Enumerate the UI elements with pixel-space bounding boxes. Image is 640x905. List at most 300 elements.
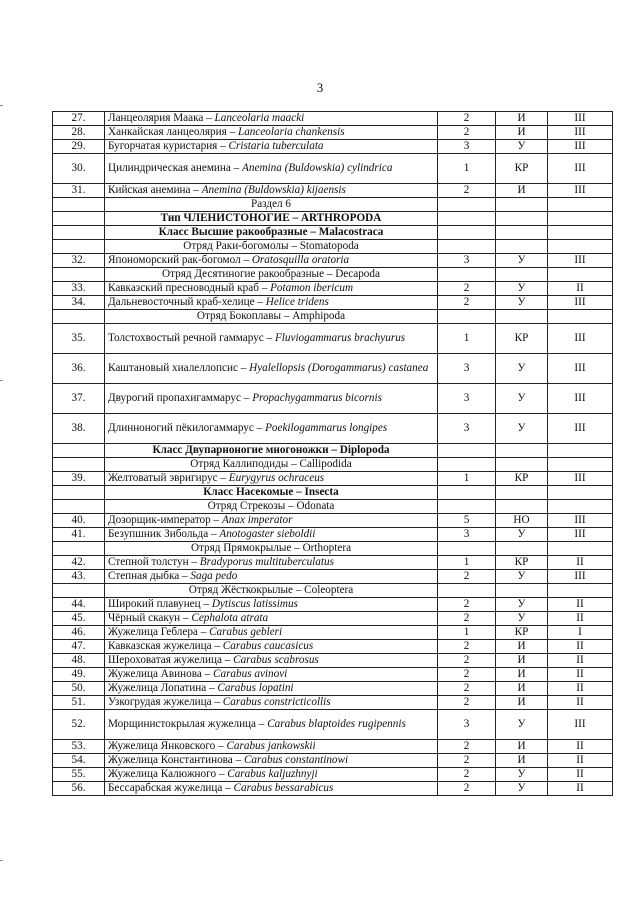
row-number: 53. <box>53 740 105 754</box>
species-name <box>105 626 438 640</box>
species-row <box>53 154 613 184</box>
species-name <box>105 782 438 796</box>
status-cell: КР <box>496 556 548 570</box>
rank-cell: III <box>548 324 613 354</box>
status-cell: И <box>496 740 548 754</box>
category-cell: 2 <box>438 612 496 626</box>
num-cell <box>53 542 105 556</box>
row-number: 33. <box>53 282 105 296</box>
species-latin-name: Oratosquilla oratoria <box>251 254 350 267</box>
empty-cell <box>438 268 496 282</box>
row-number: 41. <box>53 528 105 542</box>
species-common-name: Желтоватый эвригирус – <box>108 472 229 485</box>
species-common-name: Кавказская жужелица – <box>108 640 223 653</box>
row-number: 31. <box>53 184 105 198</box>
empty-cell <box>438 486 496 500</box>
species-latin-name: Anemina (Buldowskia) cylindrica <box>242 162 393 175</box>
species-name <box>105 354 438 384</box>
empty-cell <box>548 240 613 254</box>
species-common-name: Толстохвостый речной гаммарус – <box>108 332 275 345</box>
species-name <box>105 612 438 626</box>
category-cell: 2 <box>438 654 496 668</box>
species-row <box>53 668 613 682</box>
species-row <box>53 112 613 126</box>
species-row <box>53 528 613 542</box>
species-common-name: Двурогий пропахигаммарус – <box>108 392 253 405</box>
row-number: 47. <box>53 640 105 654</box>
species-common-name: Цилиндрическая анемина – <box>108 162 243 175</box>
status-cell: У <box>496 254 548 268</box>
species-row <box>53 354 613 384</box>
species-common-name: Дозорщик-император – <box>108 514 222 527</box>
margin-mark <box>0 380 3 381</box>
species-latin-name: Lanceolaria maacki <box>214 112 305 125</box>
rank-cell: II <box>548 696 613 710</box>
species-latin-name: Cephalota atrata <box>191 612 269 625</box>
species-name <box>105 184 438 198</box>
num-cell <box>53 458 105 472</box>
species-table-body <box>53 112 613 796</box>
species-common-name: Степная дыбка – <box>108 570 191 583</box>
status-cell: И <box>496 754 548 768</box>
species-common-name: Япономорский рак-богомол – <box>108 254 252 267</box>
section-heading-row <box>53 500 613 514</box>
species-row <box>53 140 613 154</box>
rank-cell: II <box>548 654 613 668</box>
row-number: 32. <box>53 254 105 268</box>
species-row <box>53 254 613 268</box>
empty-cell <box>496 268 548 282</box>
row-number: 28. <box>53 126 105 140</box>
section-heading: Отряд Десятиногие ракообразные – Decapoda <box>105 268 438 282</box>
species-name <box>105 696 438 710</box>
species-name <box>105 296 438 310</box>
category-cell: 3 <box>438 140 496 154</box>
species-common-name: Шероховатая жужелица – <box>108 654 234 667</box>
category-cell: 2 <box>438 184 496 198</box>
category-cell: 2 <box>438 282 496 296</box>
species-common-name: Дальневосточный краб-хелице – <box>108 296 266 309</box>
empty-cell <box>496 486 548 500</box>
species-name <box>105 570 438 584</box>
row-number: 42. <box>53 556 105 570</box>
species-common-name: Жужелица Калюжного – <box>108 768 228 781</box>
species-latin-name: Carabus lopatini <box>217 682 294 695</box>
empty-cell <box>496 500 548 514</box>
category-cell: 2 <box>438 640 496 654</box>
section-heading: Отряд Каллиподиды – Callipodida <box>105 458 438 472</box>
species-latin-name: Lanceolaria chankensis <box>237 126 345 139</box>
species-common-name: Длинноногий пёкилогаммарус – <box>108 422 266 435</box>
empty-cell <box>496 240 548 254</box>
species-latin-name: Anotogaster sieboldii <box>219 528 316 541</box>
category-cell: 3 <box>438 414 496 444</box>
species-row <box>53 782 613 796</box>
category-cell: 2 <box>438 112 496 126</box>
category-cell: 3 <box>438 354 496 384</box>
num-cell <box>53 212 105 226</box>
empty-cell <box>548 444 613 458</box>
section-heading: Отряд Прямокрылые – Orthoptera <box>105 542 438 556</box>
species-name <box>105 556 438 570</box>
species-latin-name: Carabus bessarabicus <box>233 782 334 795</box>
section-heading-row <box>53 310 613 324</box>
species-row <box>53 710 613 740</box>
row-number: 52. <box>53 710 105 740</box>
species-common-name: Ланцеолярия Маака – <box>108 112 215 125</box>
rank-cell: II <box>548 556 613 570</box>
species-name <box>105 384 438 414</box>
rank-cell: III <box>548 710 613 740</box>
species-row <box>53 682 613 696</box>
species-latin-name: Anax imperator <box>221 514 293 527</box>
species-common-name: Ханкайская ланцеолярия – <box>108 126 238 139</box>
section-heading-row <box>53 486 613 500</box>
species-name <box>105 112 438 126</box>
category-cell: 3 <box>438 384 496 414</box>
species-latin-name: Dytiscus latissimus <box>211 598 298 611</box>
status-cell: И <box>496 682 548 696</box>
category-cell: 2 <box>438 598 496 612</box>
section-heading: Класс Двупарноногие многоножки – Diplopoda <box>105 444 438 458</box>
species-latin-name: Potamon ibericum <box>270 282 354 295</box>
status-cell: И <box>496 126 548 140</box>
row-number: 38. <box>53 414 105 444</box>
species-common-name: Жужелица Янковского – <box>108 740 227 753</box>
section-heading: Класс Высшие ракообразные – Malacostraca <box>105 226 438 240</box>
category-cell: 1 <box>438 324 496 354</box>
species-name <box>105 740 438 754</box>
section-heading-row <box>53 240 613 254</box>
num-cell <box>53 486 105 500</box>
species-name <box>105 654 438 668</box>
rank-cell: III <box>548 354 613 384</box>
row-number: 35. <box>53 324 105 354</box>
species-name <box>105 254 438 268</box>
category-cell: 2 <box>438 296 496 310</box>
rank-cell: III <box>548 184 613 198</box>
empty-cell <box>548 198 613 212</box>
empty-cell <box>496 310 548 324</box>
row-number: 46. <box>53 626 105 640</box>
row-number: 51. <box>53 696 105 710</box>
species-latin-name: Propachygammarus bicornis <box>252 392 382 405</box>
species-row <box>53 626 613 640</box>
status-cell: КР <box>496 324 548 354</box>
species-name <box>105 598 438 612</box>
category-cell: 1 <box>438 556 496 570</box>
rank-cell: III <box>548 254 613 268</box>
status-cell: У <box>496 296 548 310</box>
rank-cell: III <box>548 126 613 140</box>
rank-cell: II <box>548 754 613 768</box>
species-latin-name: Hyalellopsis (Dorogammarus) castanea <box>249 362 429 375</box>
species-latin-name: Carabus jankowskii <box>226 740 316 753</box>
empty-cell <box>548 212 613 226</box>
category-cell: 2 <box>438 754 496 768</box>
species-row <box>53 754 613 768</box>
status-cell: У <box>496 782 548 796</box>
category-cell: 2 <box>438 668 496 682</box>
section-heading: Отряд Стрекозы – Odonata <box>105 500 438 514</box>
rank-cell: II <box>548 612 613 626</box>
species-common-name: Бугорчатая куристария – <box>108 140 229 153</box>
species-row <box>53 282 613 296</box>
row-number: 37. <box>53 384 105 414</box>
section-heading: Отряд Бокоплавы – Amphipoda <box>105 310 438 324</box>
num-cell <box>53 444 105 458</box>
empty-cell <box>548 584 613 598</box>
species-name <box>105 640 438 654</box>
row-number: 55. <box>53 768 105 782</box>
species-common-name: Жужелица Авинова – <box>108 668 214 681</box>
species-name <box>105 514 438 528</box>
species-latin-name: Saga pedo <box>190 570 238 583</box>
species-latin-name: Poekilogammarus longipes <box>265 422 388 435</box>
species-latin-name: Carabus blaptoides rugipennis <box>267 718 406 731</box>
section-heading: Раздел 6 <box>105 198 438 212</box>
section-heading-row <box>53 212 613 226</box>
rank-cell: III <box>548 112 613 126</box>
empty-cell <box>496 226 548 240</box>
species-name <box>105 768 438 782</box>
empty-cell <box>548 486 613 500</box>
empty-cell <box>496 212 548 226</box>
status-cell: И <box>496 184 548 198</box>
num-cell <box>53 198 105 212</box>
species-row <box>53 184 613 198</box>
empty-cell <box>548 310 613 324</box>
category-cell: 2 <box>438 126 496 140</box>
species-common-name: Широкий плавунец – <box>108 598 212 611</box>
category-cell: 3 <box>438 528 496 542</box>
species-row <box>53 768 613 782</box>
empty-cell <box>496 444 548 458</box>
category-cell: 1 <box>438 472 496 486</box>
row-number: 40. <box>53 514 105 528</box>
species-common-name: Кавказский пресноводный краб – <box>108 282 271 295</box>
num-cell <box>53 310 105 324</box>
species-name <box>105 528 438 542</box>
category-cell: 2 <box>438 740 496 754</box>
status-cell: И <box>496 696 548 710</box>
empty-cell <box>438 226 496 240</box>
rank-cell: III <box>548 384 613 414</box>
species-name <box>105 668 438 682</box>
species-latin-name: Carabus constantinowi <box>243 754 349 767</box>
row-number: 27. <box>53 112 105 126</box>
category-cell: 3 <box>438 254 496 268</box>
rank-cell: II <box>548 640 613 654</box>
section-heading: Класс Насекомые – Insecta <box>105 486 438 500</box>
species-row <box>53 384 613 414</box>
num-cell <box>53 500 105 514</box>
status-cell: КР <box>496 472 548 486</box>
species-common-name: Морщинистокрылая жужелица – <box>108 718 268 731</box>
species-name <box>105 324 438 354</box>
empty-cell <box>438 198 496 212</box>
empty-cell <box>438 240 496 254</box>
empty-cell <box>496 198 548 212</box>
species-row <box>53 126 613 140</box>
species-name <box>105 754 438 768</box>
row-number: 48. <box>53 654 105 668</box>
row-number: 43. <box>53 570 105 584</box>
status-cell: КР <box>496 626 548 640</box>
species-common-name: Бессарабская жужелица – <box>108 782 234 795</box>
species-row <box>53 612 613 626</box>
rank-cell: III <box>548 414 613 444</box>
status-cell: У <box>496 282 548 296</box>
species-latin-name: Fluviogammarus brachyurus <box>274 332 406 345</box>
species-latin-name: Carabus caucasicus <box>222 640 314 653</box>
row-number: 54. <box>53 754 105 768</box>
margin-mark <box>0 860 3 861</box>
species-latin-name: Carabus constricticollis <box>222 696 331 709</box>
num-cell <box>53 240 105 254</box>
rank-cell: III <box>548 140 613 154</box>
section-heading: Отряд Раки-богомолы – Stomatopoda <box>105 240 438 254</box>
status-cell: У <box>496 354 548 384</box>
empty-cell <box>438 212 496 226</box>
status-cell: И <box>496 654 548 668</box>
num-cell <box>53 226 105 240</box>
empty-cell <box>548 542 613 556</box>
status-cell: У <box>496 140 548 154</box>
species-common-name: Безупшник Зибольда – <box>108 528 220 541</box>
num-cell <box>53 584 105 598</box>
rank-cell: II <box>548 668 613 682</box>
row-number: 29. <box>53 140 105 154</box>
row-number: 45. <box>53 612 105 626</box>
category-cell: 2 <box>438 570 496 584</box>
rank-cell: II <box>548 598 613 612</box>
species-latin-name: Carabus scabrosus <box>233 654 319 667</box>
status-cell: КР <box>496 154 548 184</box>
status-cell: У <box>496 384 548 414</box>
species-row <box>53 740 613 754</box>
empty-cell <box>496 542 548 556</box>
rank-cell: II <box>548 282 613 296</box>
species-name <box>105 126 438 140</box>
species-common-name: Жужелица Константинова – <box>108 754 244 767</box>
species-row <box>53 570 613 584</box>
row-number: 44. <box>53 598 105 612</box>
species-row <box>53 598 613 612</box>
species-row <box>53 296 613 310</box>
empty-cell <box>548 458 613 472</box>
species-row <box>53 654 613 668</box>
rank-cell: III <box>548 570 613 584</box>
row-number: 30. <box>53 154 105 184</box>
margin-mark <box>0 105 3 106</box>
category-cell: 5 <box>438 514 496 528</box>
species-name <box>105 682 438 696</box>
status-cell: У <box>496 598 548 612</box>
species-name <box>105 140 438 154</box>
row-number: 50. <box>53 682 105 696</box>
species-name <box>105 154 438 184</box>
species-row <box>53 514 613 528</box>
status-cell: У <box>496 768 548 782</box>
row-number: 36. <box>53 354 105 384</box>
empty-cell <box>548 226 613 240</box>
rank-cell: II <box>548 782 613 796</box>
species-latin-name: Eurygyrus ochraceus <box>228 472 325 485</box>
status-cell: У <box>496 414 548 444</box>
rank-cell: III <box>548 472 613 486</box>
species-row <box>53 324 613 354</box>
section-heading-row <box>53 226 613 240</box>
species-common-name: Узкогрудая жужелица – <box>108 696 223 709</box>
empty-cell <box>438 584 496 598</box>
category-cell: 3 <box>438 710 496 740</box>
species-latin-name: Bradyporus multituberculatus <box>199 556 334 569</box>
empty-cell <box>438 458 496 472</box>
section-heading-row <box>53 584 613 598</box>
section-heading-row <box>53 542 613 556</box>
status-cell: У <box>496 612 548 626</box>
empty-cell <box>438 542 496 556</box>
species-latin-name: Anemina (Buldowskia) kijaensis <box>201 184 346 197</box>
empty-cell <box>496 458 548 472</box>
num-cell <box>53 268 105 282</box>
status-cell: У <box>496 570 548 584</box>
species-row <box>53 640 613 654</box>
status-cell: У <box>496 528 548 542</box>
status-cell: И <box>496 112 548 126</box>
row-number: 56. <box>53 782 105 796</box>
rank-cell: III <box>548 296 613 310</box>
category-cell: 2 <box>438 682 496 696</box>
species-common-name: Жужелица Лопатина – <box>108 682 218 695</box>
row-number: 49. <box>53 668 105 682</box>
species-common-name: Кийская анемина – <box>108 184 202 197</box>
row-number: 34. <box>53 296 105 310</box>
rank-cell: II <box>548 682 613 696</box>
status-cell: НО <box>496 514 548 528</box>
species-row <box>53 414 613 444</box>
empty-cell <box>548 268 613 282</box>
species-row <box>53 472 613 486</box>
rank-cell: I <box>548 626 613 640</box>
species-common-name: Жужелица Геблера – <box>108 626 210 639</box>
species-table <box>52 111 613 796</box>
species-latin-name: Cristaria tuberculata <box>228 140 324 153</box>
species-row <box>53 556 613 570</box>
rank-cell: II <box>548 768 613 782</box>
species-row <box>53 696 613 710</box>
page-number: 3 <box>316 80 324 95</box>
section-heading-row <box>53 458 613 472</box>
status-cell: И <box>496 668 548 682</box>
species-latin-name: Carabus gebleri <box>209 626 283 639</box>
empty-cell <box>496 584 548 598</box>
species-common-name: Чёрный скакун – <box>108 612 192 625</box>
species-latin-name: Carabus avinovi <box>213 668 288 681</box>
species-latin-name: Helice tridens <box>265 296 329 309</box>
category-cell: 2 <box>438 696 496 710</box>
rank-cell: II <box>548 740 613 754</box>
section-heading-row <box>53 444 613 458</box>
empty-cell <box>438 500 496 514</box>
rank-cell: III <box>548 528 613 542</box>
section-heading: Отряд Жёсткокрылые – Coleoptera <box>105 584 438 598</box>
section-heading-row <box>53 198 613 212</box>
species-name <box>105 710 438 740</box>
empty-cell <box>438 444 496 458</box>
section-heading: Тип ЧЛЕНИСТОНОГИЕ – ARTHROPODA <box>105 212 438 226</box>
